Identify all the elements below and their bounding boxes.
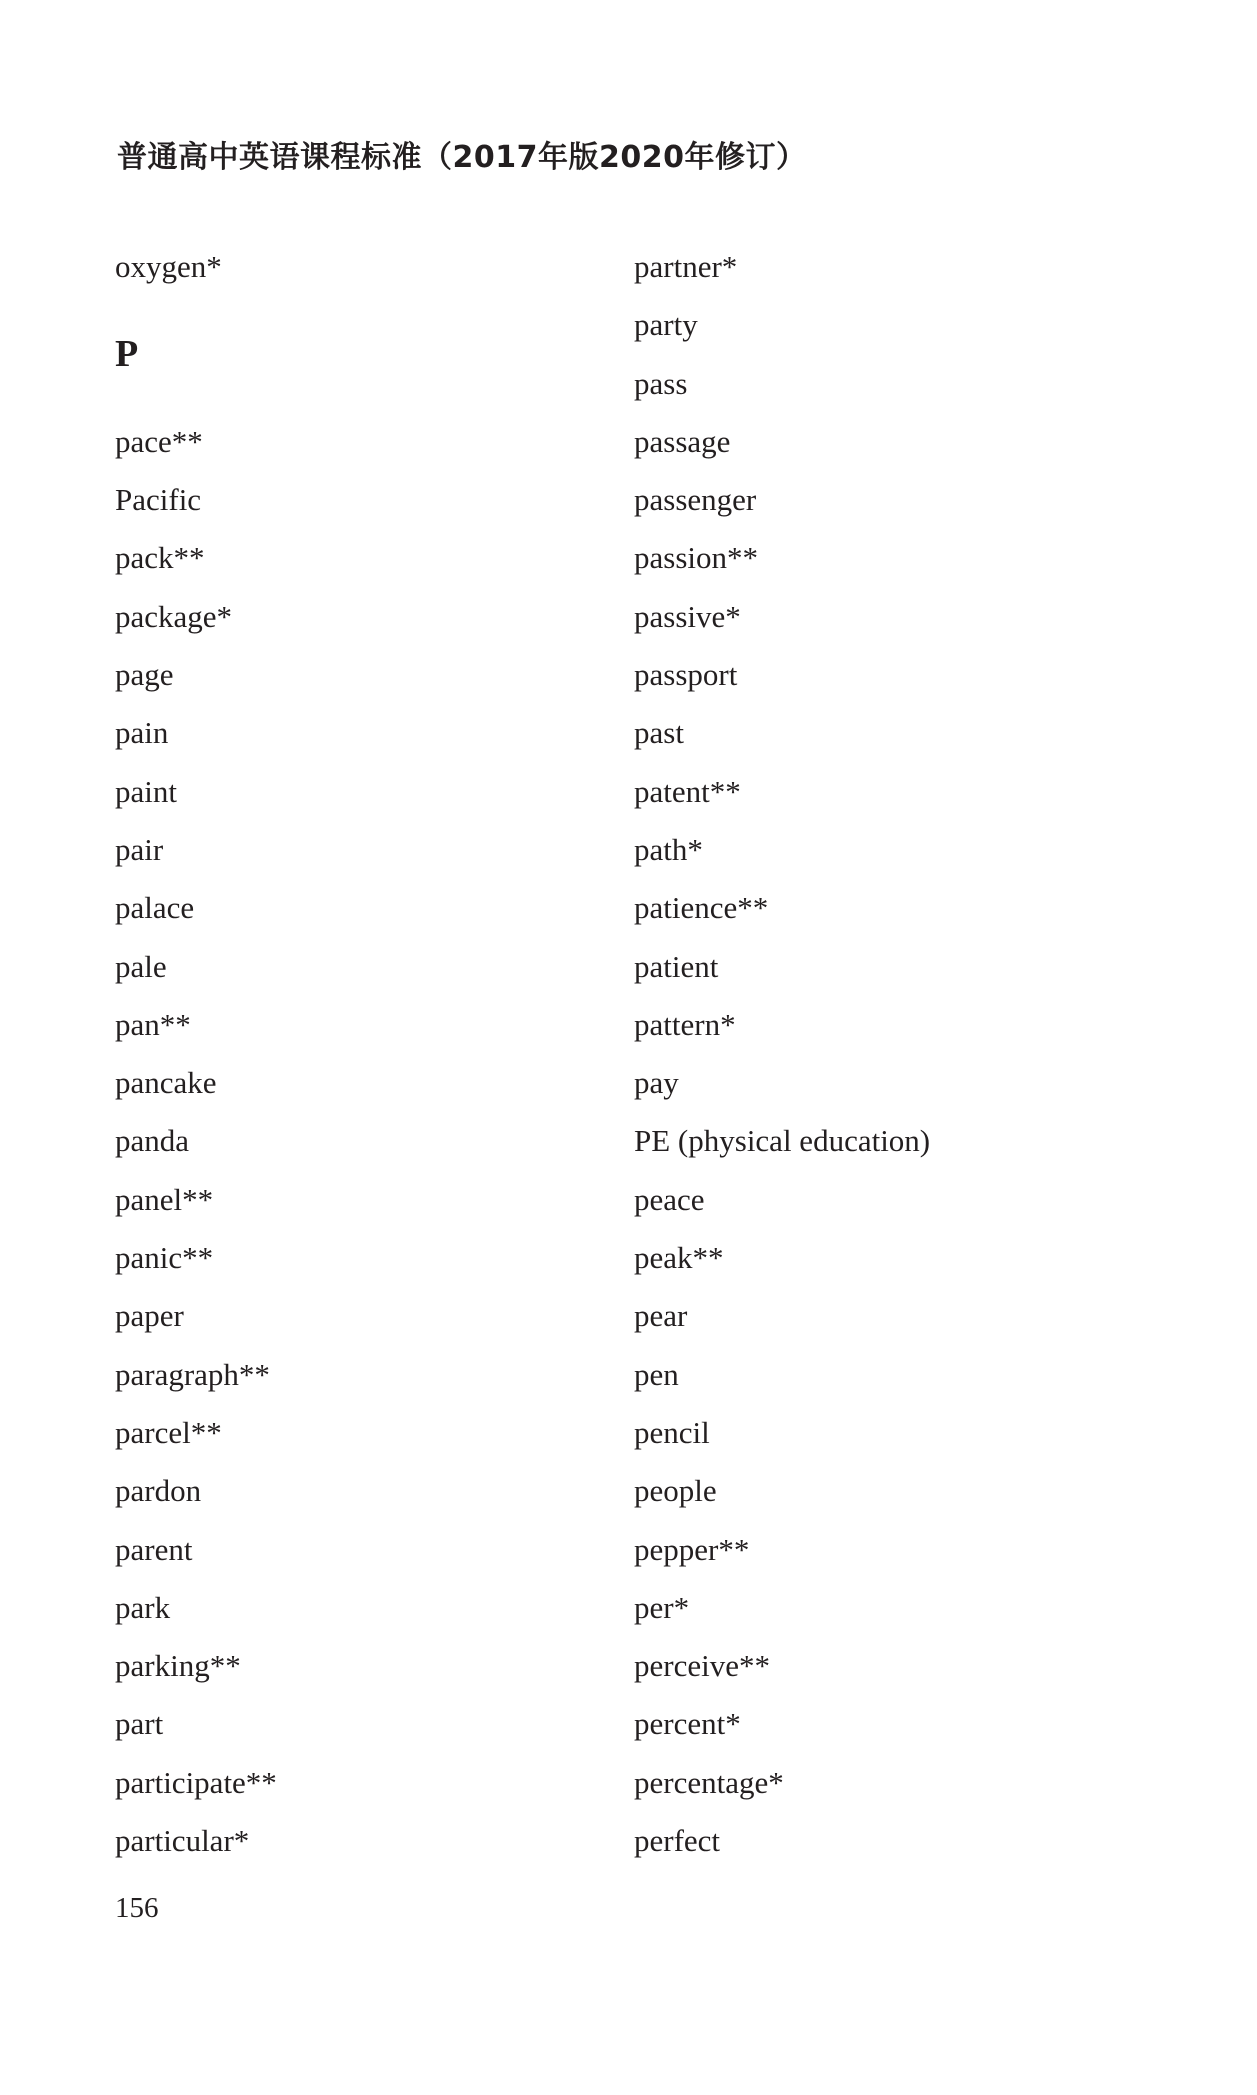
word-entry: pancake [115,1065,217,1101]
section-letter-heading: P [115,333,139,376]
word-entry: palace [115,890,195,926]
word-entry: parcel** [115,1414,222,1450]
word-entry: pale [115,948,167,984]
page-header-title: 普通高中英语课程标准（2017年版2020年修订） [117,140,807,175]
word-entry: path* [634,831,703,867]
word-entry: paragraph** [115,1356,270,1392]
word-entry: pear [634,1298,688,1334]
word-entry: paint [115,773,177,809]
word-entry: oxygen* [115,249,222,284]
word-entry: pass [634,365,688,401]
word-entry: past [634,715,684,751]
word-entry: percentage* [634,1764,784,1800]
word-entry: pepper** [634,1531,750,1567]
word-entry: panda [115,1123,190,1159]
word-entry: passenger [634,482,757,518]
word-entry: partner* [634,249,738,284]
word-entry: pencil [634,1414,710,1450]
word-entry: passage [634,423,731,459]
word-entry: perfect [634,1823,721,1859]
word-entry: parking** [115,1648,241,1684]
word-entry: page [115,657,174,693]
word-entry: pen [634,1356,679,1392]
word-entry: pay [634,1065,679,1101]
word-entry: percent* [634,1706,741,1742]
word-entry: panic** [115,1240,214,1276]
word-entry: passive* [634,598,741,634]
word-list-right-column [634,238,1134,1870]
word-entry: pace** [115,423,203,459]
word-entry: part [115,1706,164,1742]
word-entry: patent** [634,773,741,809]
word-entry: Pacific [115,482,202,518]
word-entry: peace [634,1181,705,1217]
word-entry: PE (physical education) [634,1123,931,1159]
word-entry: pan** [115,1006,191,1042]
word-entry: parent [115,1531,193,1567]
word-entry: perceive** [634,1648,770,1684]
word-entry: pack** [115,540,205,576]
word-entry: panel** [115,1181,214,1217]
word-entry: participate** [115,1764,277,1800]
word-entry: per* [634,1589,690,1625]
word-entry: party [634,307,698,343]
word-entry: paper [115,1298,184,1334]
word-entry: park [115,1589,171,1625]
word-entry: pain [115,715,169,751]
word-entry: patient [634,948,719,984]
page-number: 156 [115,1892,159,1924]
word-entry: particular* [115,1823,250,1859]
word-list-left-column [115,238,615,1870]
word-entry: passport [634,657,738,693]
word-entry: people [634,1473,717,1509]
word-entry: package* [115,598,233,634]
word-entry: pair [115,831,164,867]
word-entry: peak** [634,1240,724,1276]
word-entry: passion** [634,540,758,576]
word-entry: pardon [115,1473,202,1509]
word-entry: pattern* [634,1006,736,1042]
word-entry: patience** [634,890,769,926]
